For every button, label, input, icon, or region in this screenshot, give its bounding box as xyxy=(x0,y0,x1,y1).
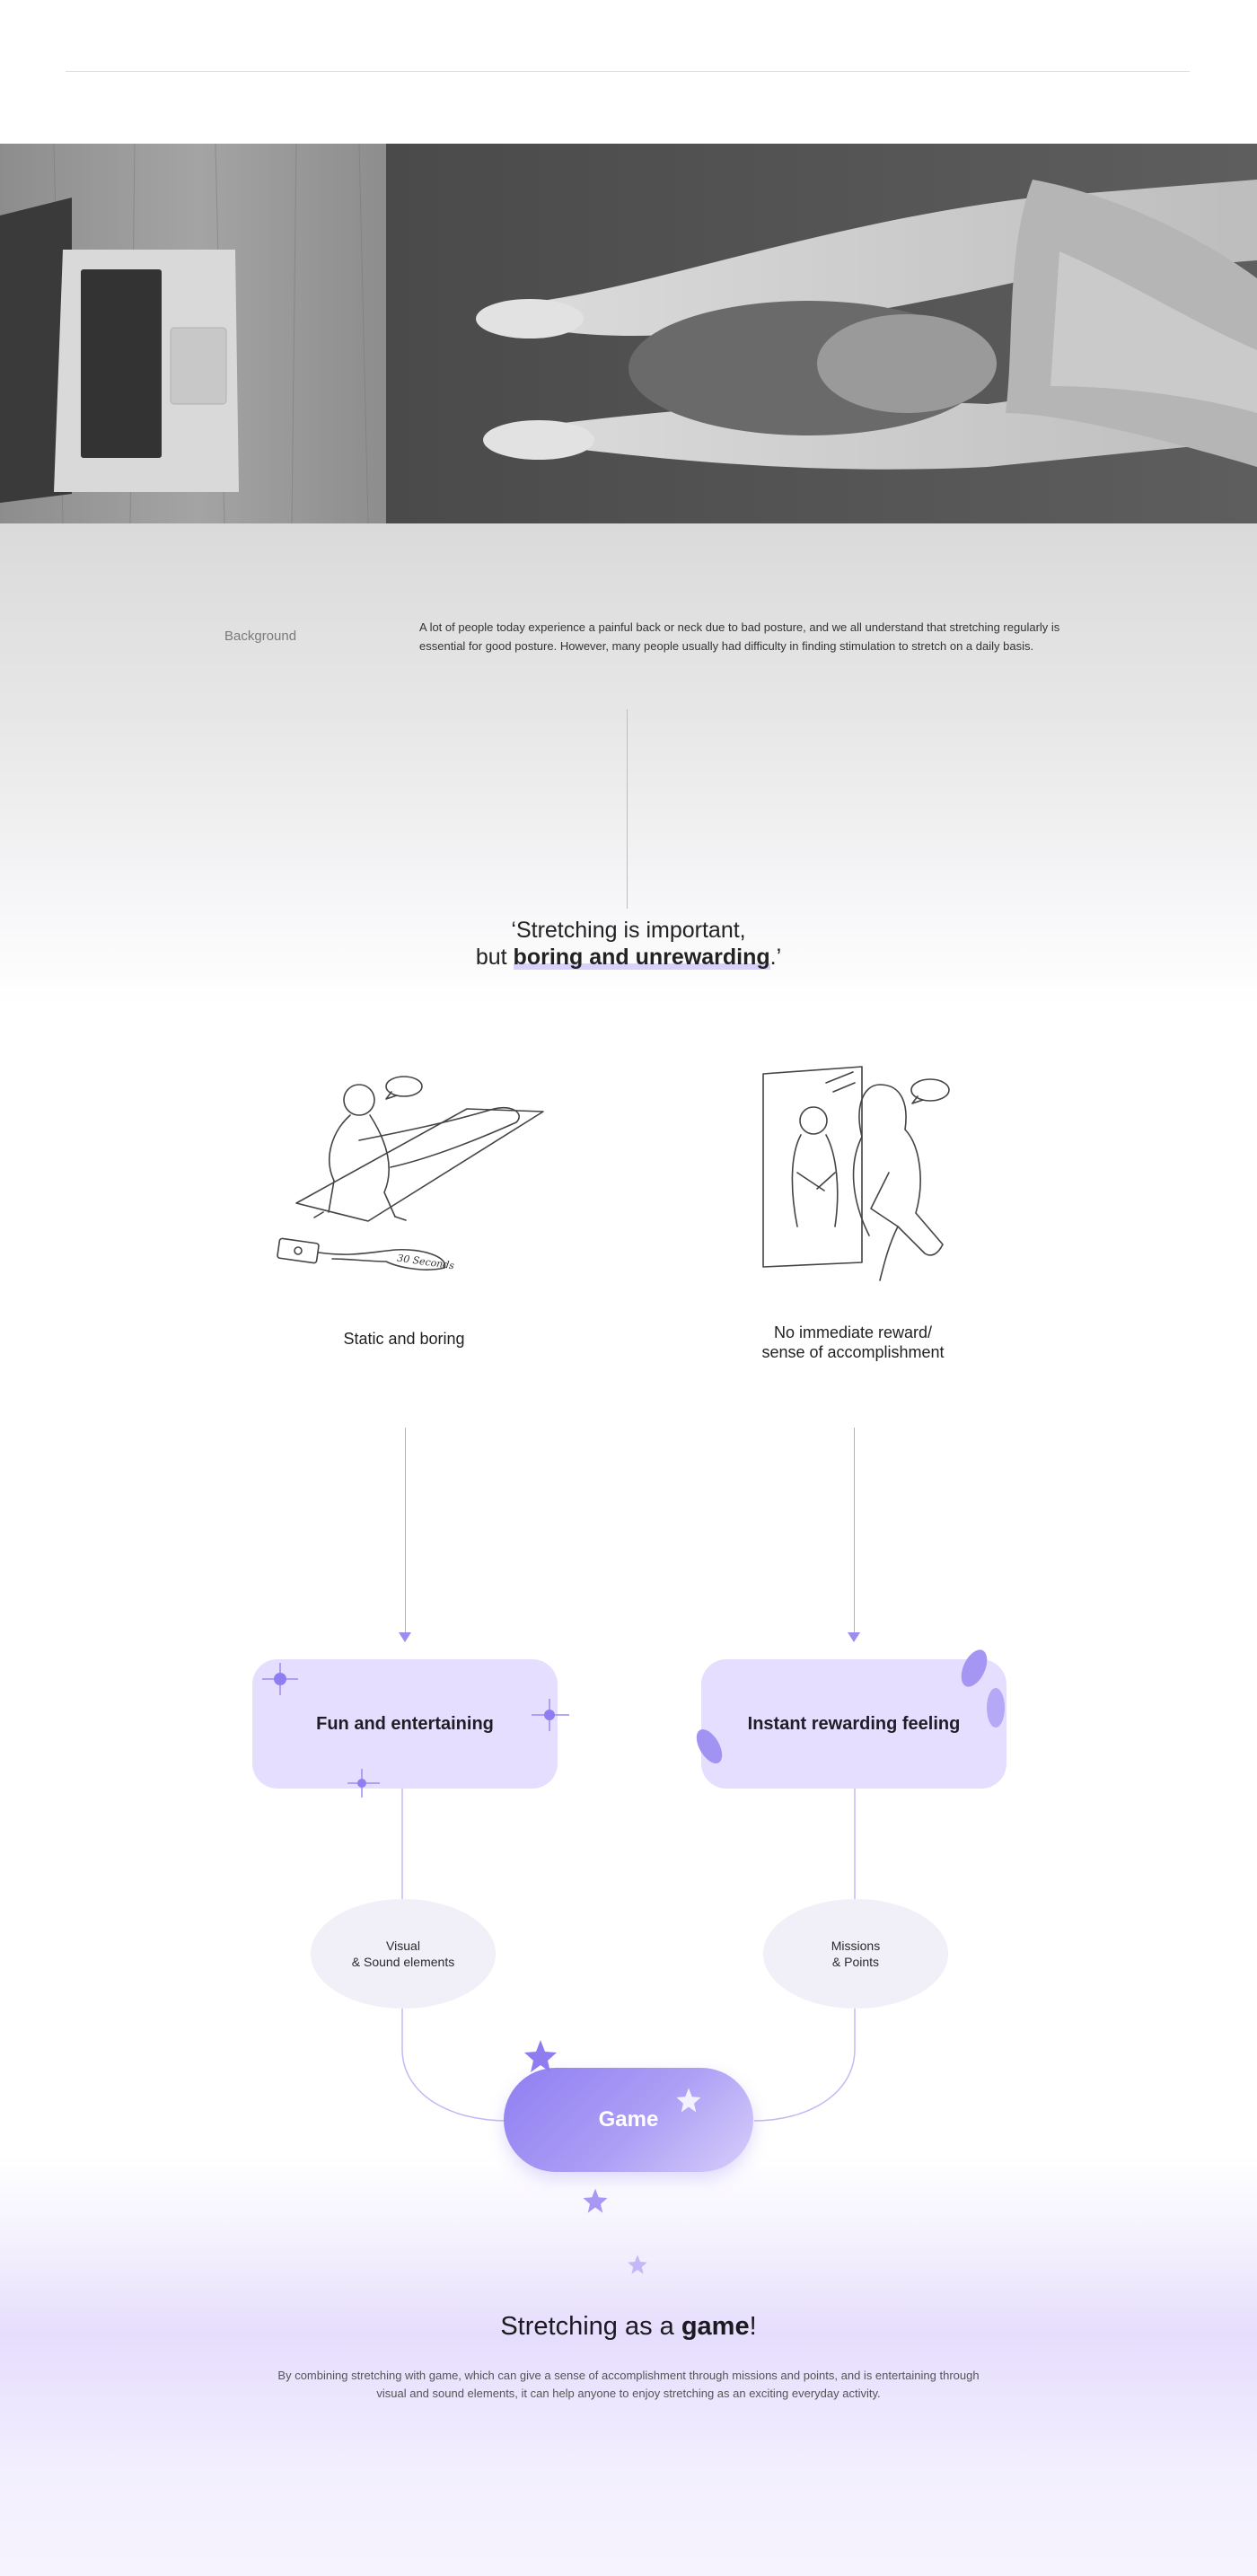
conclusion-title xyxy=(359,2312,898,2342)
coin-icon xyxy=(956,1643,1010,1733)
coin-icon xyxy=(691,1724,727,1769)
conclusion-title-prefix: Stretching as a xyxy=(500,2312,681,2341)
star-icon xyxy=(523,2038,558,2074)
means-visual-line1: Visual xyxy=(386,1939,420,1953)
problem-caption-2 xyxy=(691,1323,1015,1362)
conclusion-title-bold: game xyxy=(681,2312,750,2341)
star-icon xyxy=(675,2087,702,2114)
game-pill xyxy=(504,2068,753,2172)
top-divider xyxy=(66,71,1190,72)
conclusion-title-suffix: ! xyxy=(749,2312,757,2341)
solution-label-fun: Fun and entertaining xyxy=(316,1713,494,1734)
star-icon xyxy=(582,2185,609,2216)
means-missions-line1: Missions xyxy=(831,1939,881,1953)
solution-label-reward: Instant rewarding feeling xyxy=(747,1713,961,1734)
problem-caption-2-line1: No immediate reward/ xyxy=(773,1323,933,1341)
quote-highlight: boring and unrewarding xyxy=(513,945,770,970)
timer-note: 30 Seconds xyxy=(396,1252,455,1272)
stretching-mat-illustration xyxy=(269,1068,548,1284)
quote-line2 xyxy=(359,944,898,971)
sparkle-icon xyxy=(344,1767,383,1799)
background-label: Background xyxy=(224,629,297,644)
sparkle-icon xyxy=(530,1697,575,1733)
arrow-line-right xyxy=(854,1428,855,1634)
star-icon xyxy=(627,2252,648,2277)
means-missions-points xyxy=(763,1899,948,2009)
conclusion-description: By combining stretching with game, which can give a sense of accomplishment through missions and points, and is entertaining through visual and sound elements, it can help anyone to enjoy stretching as an exciting everyday activity. xyxy=(277,2369,980,2400)
quote-line1: ‘Stretching is important, xyxy=(511,918,746,943)
hero-illustration xyxy=(0,144,1257,523)
hero-photo xyxy=(0,144,1257,523)
problem-caption-1: Static and boring xyxy=(343,1330,465,1348)
connector-line xyxy=(627,709,628,909)
arrow-head-right xyxy=(848,1632,860,1642)
background-text: A lot of people today experience a painful back or neck due to bad posture, and we all understand that stretching regularly is essential for good posture. However, many people usually had difficulty in finding stimulation to stretch on a daily basis. xyxy=(419,620,1060,653)
means-visual-sound xyxy=(311,1899,496,2009)
game-label: Game xyxy=(598,2107,659,2132)
mirror-illustration xyxy=(754,1065,961,1289)
means-missions-line2: & Points xyxy=(831,1955,880,1969)
problem-quote xyxy=(359,917,898,971)
quote-prefix: but xyxy=(475,945,514,970)
quote-suffix: .’ xyxy=(769,945,782,970)
problem-caption-2-line2: sense of accomplishment xyxy=(761,1343,945,1361)
arrow-head-left xyxy=(399,1632,411,1642)
arrow-line-left xyxy=(405,1428,406,1634)
sparkle-icon xyxy=(255,1661,300,1697)
means-visual-line2: & Sound elements xyxy=(351,1955,455,1969)
